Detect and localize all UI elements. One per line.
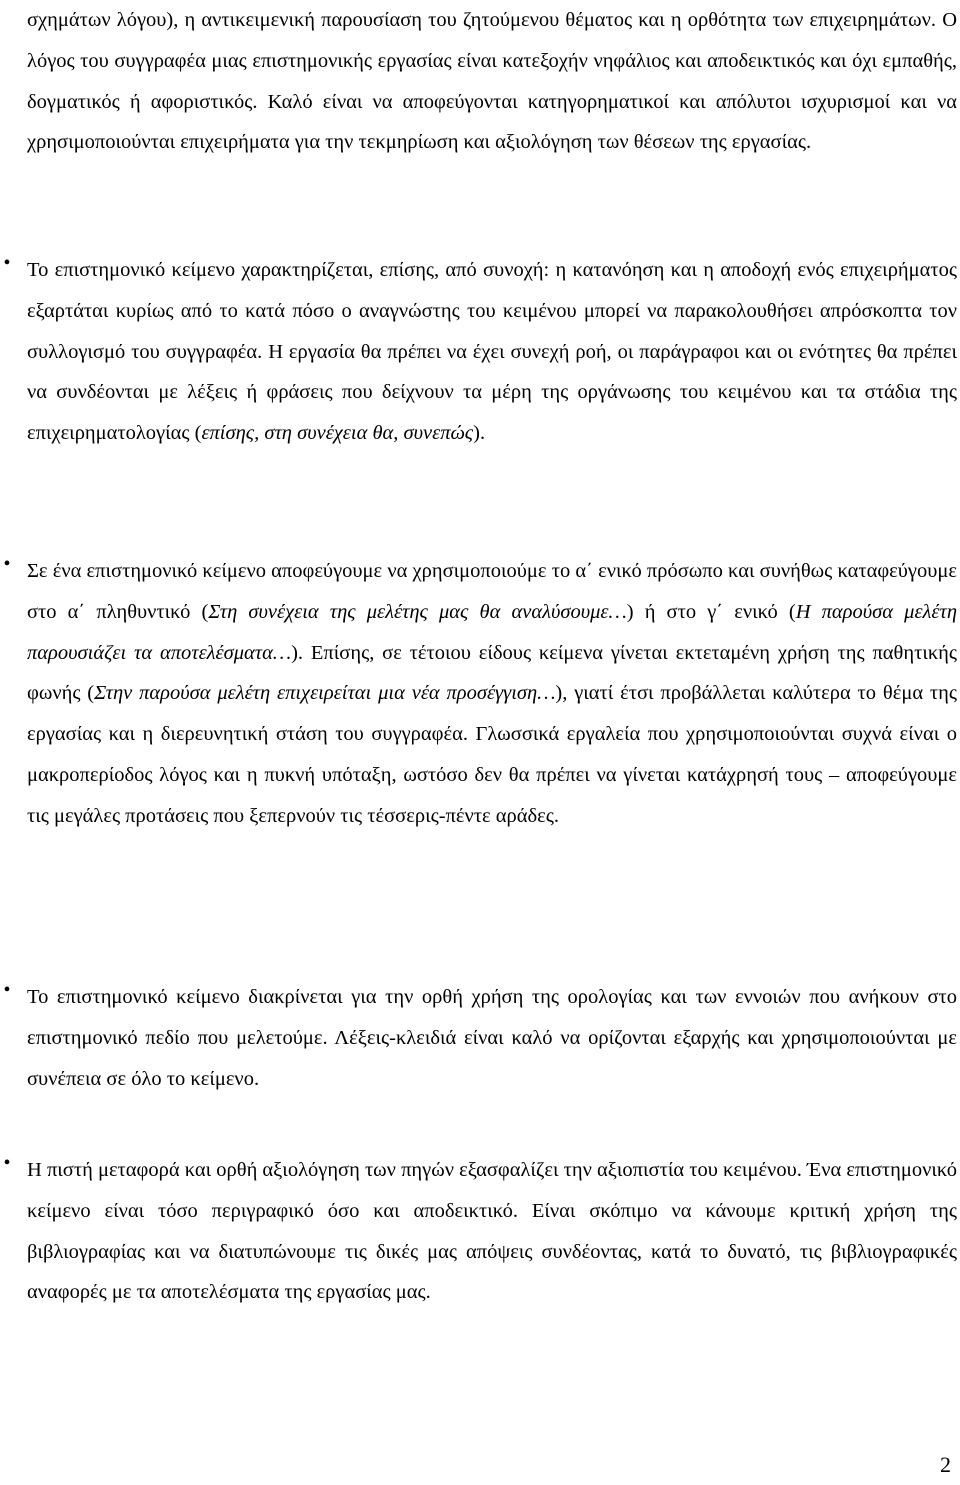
bullet-2: • xyxy=(3,553,11,575)
paragraph-person-voice-s3: ). Επίσης, σε τέτοιου είδους κείμενα γίνεται εκτεταμένη χρήση της παθητικής φωνής ( xyxy=(27,641,957,705)
page-number: 2 xyxy=(940,1452,951,1477)
bullet-1: • xyxy=(3,252,11,274)
bullet-4: • xyxy=(3,1152,11,1174)
paragraph-person-voice-example-2: Η παρούσα μελέτη παρουσιάζει τα αποτελέσματα… xyxy=(27,600,957,664)
bullet-3: • xyxy=(3,979,11,1001)
paragraph-person-voice-s1: Σε ένα επιστημονικό κείμενο αποφεύγουμε να χρησιμοποιούμε το α΄ ενικό πρόσωπο και συνήθως καταφεύγουμε στο α΄ πληθυντικό ( xyxy=(27,560,957,623)
paragraph-person-voice-s2: ) ή στο γ΄ ενικό ( xyxy=(626,600,796,623)
paragraph-person-voice-s4: ), γιατί έτσι προβάλλεται καλύτερα το θέμα της εργασίας και η διερευνητική στάση του συγγραφέα. Γλωσσικά εργαλεία που χρησιμοποιούνται συχνά είναι ο μακροπερίοδος λόγος και η πυκνή υπόταξη, ωστόσο δεν θα πρέπει να γίνεται κατάχρησή τους – αποφεύγουμε τις μεγάλες προτάσεις που ξεπερνούν τις τέσσερις-πέντε αράδες. xyxy=(27,682,957,827)
paragraph-cohesion-text: Το επιστημονικό κείμενο χαρακτηρίζεται, επίσης, από συνοχή: η κατανόηση και η αποδοχή ενός επιχειρήματος εξαρτάται κυρίως από το κατά πόσο ο αναγνώστης του κειμένου μπορεί να παρακολουθήσει απρόσκοπτα τον συλλογισμό του συγγραφέα. Η εργασία θα πρέπει να έχει συνεχή ροή, οι παράγραφοι και οι ενότητες θα πρέπει να συνδέονται με λέξεις ή φράσεις που δείχνουν τα μέρη της οργάνωσης του κειμένου και τα στάδια της επιχειρηματολογίας ( xyxy=(27,259,957,445)
paragraph-cohesion-italic: επίσης, στη συνέχεια θα, συνεπώς xyxy=(201,422,474,445)
intro-paragraph: σχημάτων λόγου), η αντικειμενική παρουσίαση του ζητούμενου θέματος και η ορθότητα των επιχειρημάτων. Ο λόγος του συγγραφέα μιας επιστημονικής εργασίας είναι κατεξοχήν νηφάλιος και αποδεικτικός και όχι εμπαθής, δογματικός ή αφοριστικός. Καλό είναι να αποφεύγονται κατηγορηματικοί και απόλυτοι ισχυρισμοί και να χρησιμοποιούνται επιχειρήματα για την τεκμηρίωση και αξιολόγηση των θέσεων της εργασίας. xyxy=(27,9,957,154)
paragraph-sources: Η πιστή μεταφορά και ορθή αξιολόγηση των πηγών εξασφαλίζει την αξιοπιστία του κειμένου. Ένα επιστημονικό κείμενο είναι τόσο περιγραφικό όσο και αποδεικτικό. Είναι σκόπιμο να κάνουμε κριτική χρήση της βιβλιογραφίας και να διατυπώνουμε τις δικές μας απόψεις συνδέοντας, κατά το δυνατό, τις βιβλιογραφικές αναφορές με τα αποτελέσματα της εργασίας μας. xyxy=(27,1159,957,1304)
paragraph-cohesion-end: ). xyxy=(473,422,486,445)
paragraph-terminology: Το επιστημονικό κείμενο διακρίνεται για την ορθή χρήση της ορολογίας και των εννοιών που ανήκουν στο επιστημονικό πεδίο που μελετούμε. Λέξεις-κλειδιά είναι καλό να ορίζονται εξαρχής και χρησιμοποιούνται με συνέπεια σε όλο το κείμενο. xyxy=(27,986,957,1090)
paragraph-person-voice-example-1: Στη συνέχεια της μελέτης μας θα αναλύσουμε… xyxy=(208,600,627,623)
paragraph-cohesion xyxy=(27,250,957,454)
paragraph-person-voice-example-3: Στην παρούσα μελέτη επιχειρείται μια νέα προσέγγιση… xyxy=(94,682,556,705)
paragraph-person-voice xyxy=(27,551,957,837)
